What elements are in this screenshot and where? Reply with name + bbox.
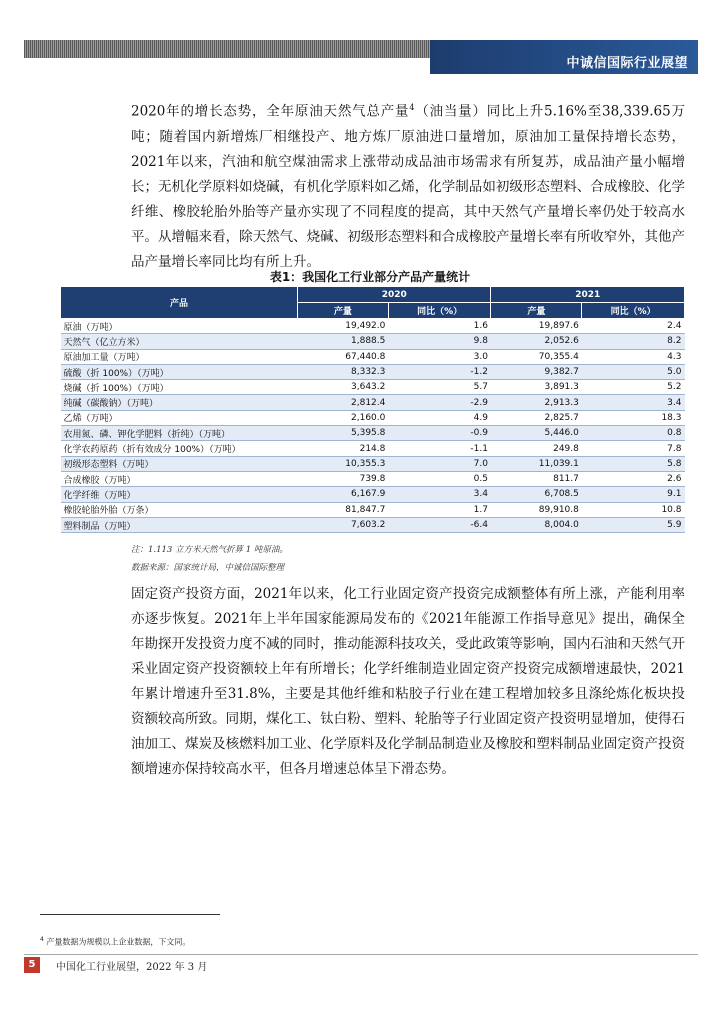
page-header bbox=[24, 40, 698, 74]
table-row bbox=[61, 395, 685, 410]
row-yoy-2020: -1.1 bbox=[388, 441, 491, 456]
table-row bbox=[61, 426, 685, 441]
table-row bbox=[61, 487, 685, 502]
row-output-2020: 67,440.8 bbox=[298, 349, 389, 364]
col-yoy-2020: 同比（%） bbox=[388, 303, 491, 319]
row-yoy-2020: -1.2 bbox=[388, 364, 491, 379]
row-output-2021: 5,446.0 bbox=[491, 426, 582, 441]
table-row bbox=[61, 364, 685, 379]
row-yoy-2021: 4.3 bbox=[582, 349, 685, 364]
row-product: 合成橡胶（万吨） bbox=[61, 471, 298, 486]
row-output-2020: 10,355.3 bbox=[298, 456, 389, 471]
row-output-2020: 2,160.0 bbox=[298, 410, 389, 425]
row-output-2021: 811.7 bbox=[491, 471, 582, 486]
row-output-2021: 11,039.1 bbox=[491, 456, 582, 471]
row-output-2021: 8,004.0 bbox=[491, 517, 582, 532]
header-title: 中诚信国际行业展望 bbox=[566, 56, 688, 71]
row-yoy-2021: 5.8 bbox=[582, 456, 685, 471]
para1-text-b: （油当量）同比上升5.16%至38,339.65万吨；随着国内新增炼厂相继投产、地方炼厂原油进口量增加，原油加工量保持增长态势，2021年以来，汽油和航空煤油需求上涨带动成品油市场需求有所复苏，成品油产量小幅增长；无机化学原料如烧碱，有机化学原料如乙烯，化学制品如初级形态塑料、合成橡胶、化学纤维、橡胶轮胎外胎等产量亦实现了不同程度的提高，其中天然气产量增长率仍处于较高水平。从增幅来看，除天然气、烧碱、初级形态塑料和合成橡胶产量增长率有所收窄外，其他产品产量增长率同比均有所上升。 bbox=[131, 103, 686, 270]
footer-divider bbox=[24, 954, 698, 955]
row-output-2020: 1,888.5 bbox=[298, 334, 389, 349]
row-yoy-2021: 5.9 bbox=[582, 517, 685, 532]
row-output-2021: 70,355.4 bbox=[491, 349, 582, 364]
row-product: 原油（万吨） bbox=[61, 319, 298, 334]
row-yoy-2021: 9.1 bbox=[582, 487, 685, 502]
row-yoy-2020: 1.6 bbox=[388, 319, 491, 334]
row-output-2020: 2,812.4 bbox=[298, 395, 389, 410]
table-row bbox=[61, 441, 685, 456]
row-yoy-2021: 2.4 bbox=[582, 319, 685, 334]
table-row bbox=[61, 380, 685, 395]
table-row bbox=[61, 456, 685, 471]
footnote-text: 产量数据为规模以上企业数据，下文同。 bbox=[46, 937, 191, 947]
table-source: 数据来源：国家统计局，中诚信国际整理 bbox=[131, 563, 285, 573]
col-yoy-2021: 同比（%） bbox=[582, 303, 685, 319]
row-product: 乙烯（万吨） bbox=[61, 410, 298, 425]
row-product: 化学纤维（万吨） bbox=[61, 487, 298, 502]
row-output-2020: 5,395.8 bbox=[298, 426, 389, 441]
row-output-2020: 3,643.2 bbox=[298, 380, 389, 395]
table-row bbox=[61, 517, 685, 532]
row-yoy-2020: -0.9 bbox=[388, 426, 491, 441]
row-yoy-2020: -2.9 bbox=[388, 395, 491, 410]
row-output-2021: 3,891.3 bbox=[491, 380, 582, 395]
page-number: 5 bbox=[24, 957, 40, 973]
row-product: 原油加工量（万吨） bbox=[61, 349, 298, 364]
row-product: 硫酸（折 100%）（万吨） bbox=[61, 364, 298, 379]
row-yoy-2020: 3.0 bbox=[388, 349, 491, 364]
footnote-ref[interactable]: 4 bbox=[409, 103, 415, 112]
row-yoy-2021: 8.2 bbox=[582, 334, 685, 349]
row-yoy-2020: 0.5 bbox=[388, 471, 491, 486]
col-year-2020: 2020 bbox=[298, 287, 491, 303]
header-band bbox=[430, 40, 698, 74]
row-yoy-2021: 5.2 bbox=[582, 380, 685, 395]
row-yoy-2020: 5.7 bbox=[388, 380, 491, 395]
row-yoy-2020: 7.0 bbox=[388, 456, 491, 471]
row-output-2021: 89,910.8 bbox=[491, 502, 582, 517]
footnote-divider bbox=[40, 914, 220, 915]
row-product: 塑料制品（万吨） bbox=[61, 517, 298, 532]
row-yoy-2020: 3.4 bbox=[388, 487, 491, 502]
production-table bbox=[60, 286, 685, 533]
row-output-2021: 2,052.6 bbox=[491, 334, 582, 349]
col-output-2021: 产量 bbox=[491, 303, 582, 319]
paragraph-production bbox=[131, 95, 685, 275]
footnote-number: 4 bbox=[40, 936, 44, 943]
row-output-2020: 7,603.2 bbox=[298, 517, 389, 532]
row-output-2020: 8,332.3 bbox=[298, 364, 389, 379]
row-output-2020: 81,847.7 bbox=[298, 502, 389, 517]
row-yoy-2020: 9.8 bbox=[388, 334, 491, 349]
row-product: 农用氮、磷、钾化学肥料（折纯）（万吨） bbox=[61, 426, 298, 441]
row-output-2021: 2,825.7 bbox=[491, 410, 582, 425]
row-output-2020: 6,167.9 bbox=[298, 487, 389, 502]
row-yoy-2020: 4.9 bbox=[388, 410, 491, 425]
row-yoy-2021: 3.4 bbox=[582, 395, 685, 410]
paragraph-investment: 固定资产投资方面，2021年以来，化工行业固定资产投资完成额整体有所上涨，产能利用率亦逐步恢复。2021年上半年国家能源局发布的《2021年能源工作指导意见》提出，确保全年勘探开发投资力度不减的同时，推动能源科技攻关，受此政策等影响，国内石油和天然气开采业固定资产投资额较上年有所增长；化学纤维制造业固定资产投资完成额增速最快，2021年累计增速升至31.8%，主要是其他纤维和粘胶子行业在建工程增加较多且涤纶炼化板块投资额较高所致。同期，煤化工、钛白粉、塑料、轮胎等子行业固定资产投资明显增加，使得石油加工、煤炭及核燃料加工业、化学原料及化学制品制造业及橡胶和塑料制品业固定资产投资额增速亦保持较高水平，但各月增速总体呈下滑态势。 bbox=[131, 586, 685, 777]
row-yoy-2021: 5.0 bbox=[582, 364, 685, 379]
table-row bbox=[61, 410, 685, 425]
row-product: 烧碱（折 100%）（万吨） bbox=[61, 380, 298, 395]
table-row bbox=[61, 349, 685, 364]
row-output-2020: 739.8 bbox=[298, 471, 389, 486]
row-yoy-2021: 18.3 bbox=[582, 410, 685, 425]
row-yoy-2021: 10.8 bbox=[582, 502, 685, 517]
para1-text-a: 2020年的增长态势，全年原油天然气总产量 bbox=[131, 103, 410, 120]
table-note: 注：1.113 立方米天然气折算 1 吨原油。 bbox=[131, 545, 288, 555]
table-title: 表1：我国化工行业部分产品产量统计 bbox=[269, 270, 471, 284]
table-body bbox=[61, 319, 685, 533]
row-output-2021: 19,897.6 bbox=[491, 319, 582, 334]
row-product: 化学农药原药（折有效成分 100%）（万吨） bbox=[61, 441, 298, 456]
table-row bbox=[61, 471, 685, 486]
row-yoy-2021: 2.6 bbox=[582, 471, 685, 486]
col-output-2020: 产量 bbox=[298, 303, 389, 319]
row-yoy-2020: 1.7 bbox=[388, 502, 491, 517]
footnote bbox=[40, 936, 190, 948]
row-output-2021: 6,708.5 bbox=[491, 487, 582, 502]
row-product: 初级形态塑料（万吨） bbox=[61, 456, 298, 471]
col-year-2021: 2021 bbox=[491, 287, 685, 303]
row-yoy-2021: 7.8 bbox=[582, 441, 685, 456]
row-yoy-2020: -6.4 bbox=[388, 517, 491, 532]
row-yoy-2021: 0.8 bbox=[582, 426, 685, 441]
row-output-2021: 9,382.7 bbox=[491, 364, 582, 379]
row-product: 天然气（亿立方米） bbox=[61, 334, 298, 349]
row-output-2020: 19,492.0 bbox=[298, 319, 389, 334]
row-output-2021: 249.8 bbox=[491, 441, 582, 456]
col-product-header: 产品 bbox=[61, 287, 298, 319]
table-row bbox=[61, 334, 685, 349]
row-product: 纯碱（碳酸钠）（万吨） bbox=[61, 395, 298, 410]
footer-text: 中国化工行业展望，2022 年 3 月 bbox=[56, 962, 208, 973]
table-row bbox=[61, 502, 685, 517]
row-output-2021: 2,913.3 bbox=[491, 395, 582, 410]
row-output-2020: 214.8 bbox=[298, 441, 389, 456]
row-product: 橡胶轮胎外胎（万条） bbox=[61, 502, 298, 517]
table-row bbox=[61, 319, 685, 334]
